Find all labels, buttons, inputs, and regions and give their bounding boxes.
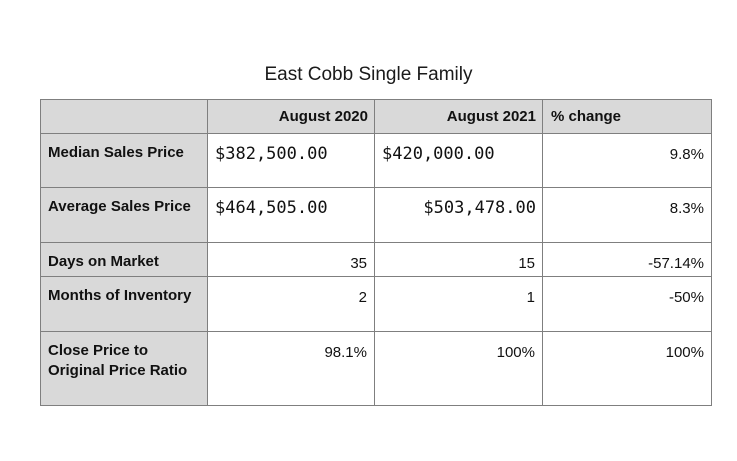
header-aug-2020: August 2020: [208, 100, 375, 134]
cell-average-aug-2020: $464,505.00: [208, 188, 375, 243]
cell-median-aug-2021: $420,000.00: [375, 134, 543, 188]
cell-dom-aug-2021: 15: [375, 243, 543, 277]
market-stats-table: [40, 99, 712, 406]
row-label-months-of-inventory: Months of Inventory: [41, 277, 208, 332]
row-label-days-on-market: Days on Market: [41, 243, 208, 277]
cell-ratio-change: 100%: [543, 332, 712, 406]
header-aug-2021: August 2021: [375, 100, 543, 134]
table-row: [41, 188, 712, 243]
cell-moi-aug-2021: 1: [375, 277, 543, 332]
cell-moi-change: -50%: [543, 277, 712, 332]
header-corner-cell: [41, 100, 208, 134]
table-row: [41, 332, 712, 406]
row-label-average-sales-price: Average Sales Price: [41, 188, 208, 243]
row-label-median-sales-price: Median Sales Price: [41, 134, 208, 188]
cell-median-change: 9.8%: [543, 134, 712, 188]
cell-average-aug-2021: $503,478.00: [375, 188, 543, 243]
table-title: East Cobb Single Family: [264, 64, 473, 85]
table-row: [41, 134, 712, 188]
row-label-close-to-original-ratio: Close Price to Original Price Ratio: [41, 332, 208, 406]
header-row: [41, 100, 712, 134]
cell-dom-change: -57.14%: [543, 243, 712, 277]
cell-median-aug-2020: $382,500.00: [208, 134, 375, 188]
cell-ratio-aug-2021: 100%: [375, 332, 543, 406]
header-percent-change: % change: [543, 100, 712, 134]
cell-dom-aug-2020: 35: [208, 243, 375, 277]
cell-ratio-aug-2020: 98.1%: [208, 332, 375, 406]
table-row: [41, 277, 712, 332]
cell-moi-aug-2020: 2: [208, 277, 375, 332]
table-row: [41, 243, 712, 277]
cell-average-change: 8.3%: [543, 188, 712, 243]
